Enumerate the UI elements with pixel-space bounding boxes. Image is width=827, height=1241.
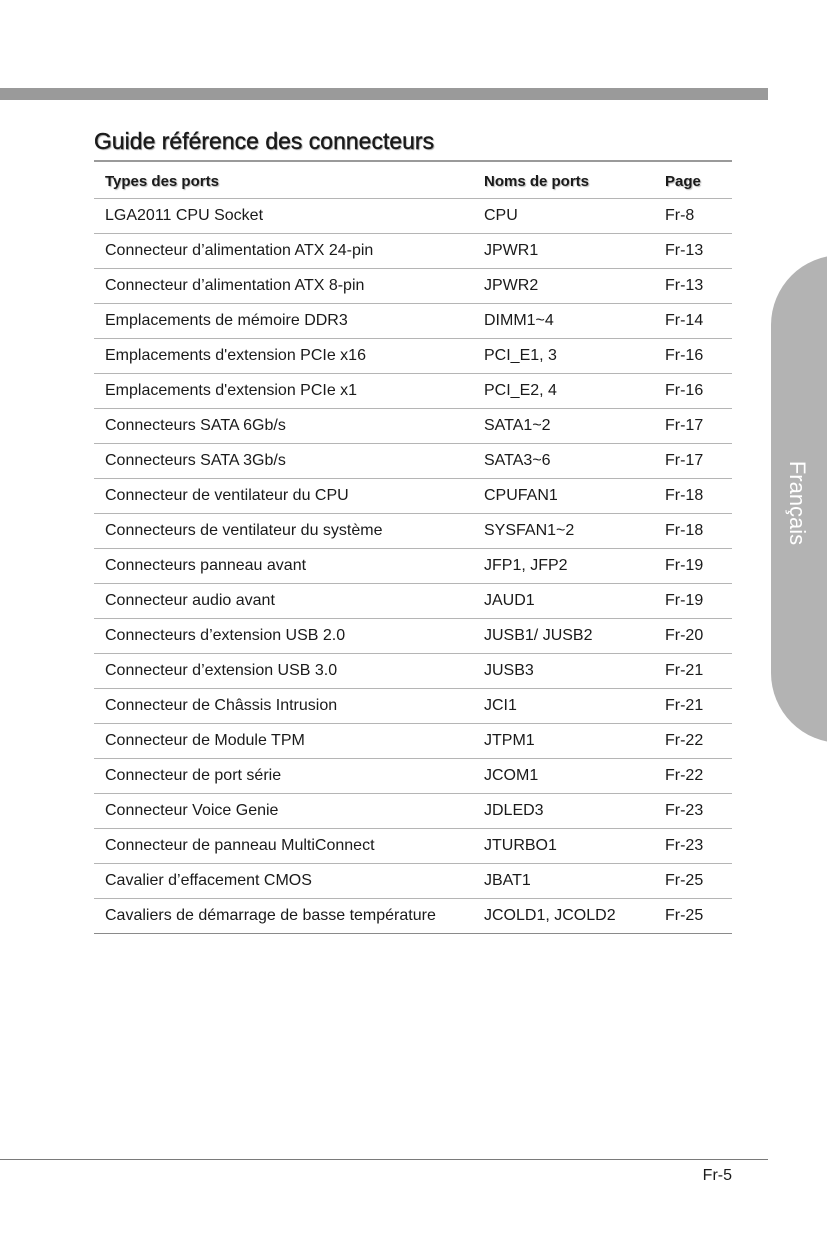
page-ref-cell: Fr-23 [654,829,732,864]
port-type-cell: Connecteur de panneau MultiConnect [94,829,473,864]
page-ref-cell: Fr-20 [654,619,732,654]
port-name-cell: JPWR2 [473,269,654,304]
port-name-cell: PCI_E2, 4 [473,374,654,409]
table-row [94,759,732,794]
column-header-page: Page [654,164,732,199]
port-type-cell: Connecteur d’extension USB 3.0 [94,654,473,689]
port-name-cell: SATA3~6 [473,444,654,479]
port-name-cell: JTURBO1 [473,829,654,864]
page-ref-cell: Fr-19 [654,584,732,619]
port-name-cell: DIMM1~4 [473,304,654,339]
port-type-cell: Connecteur de ventilateur du CPU [94,479,473,514]
page-ref-cell: Fr-17 [654,444,732,479]
port-name-cell: PCI_E1, 3 [473,339,654,374]
title-divider [94,160,732,162]
header-bar [0,88,768,100]
table-row [94,479,732,514]
port-type-cell: Connecteur de Module TPM [94,724,473,759]
column-header-port-type: Types des ports [94,164,473,199]
port-type-cell: Connecteurs SATA 3Gb/s [94,444,473,479]
port-name-cell: JFP1, JFP2 [473,549,654,584]
port-name-cell: JDLED3 [473,794,654,829]
port-type-cell: Emplacements d'extension PCIe x16 [94,339,473,374]
page-ref-cell: Fr-13 [654,269,732,304]
page-ref-cell: Fr-17 [654,409,732,444]
port-type-cell: Connecteur Voice Genie [94,794,473,829]
page-ref-cell: Fr-18 [654,514,732,549]
port-name-cell: JPWR1 [473,234,654,269]
port-name-cell: CPUFAN1 [473,479,654,514]
table-row [94,829,732,864]
page-ref-cell: Fr-16 [654,339,732,374]
page-number: Fr-5 [702,1167,732,1184]
page-ref-cell: Fr-25 [654,899,732,934]
table-row [94,234,732,269]
port-type-cell: Connecteurs de ventilateur du système [94,514,473,549]
page-ref-cell: Fr-23 [654,794,732,829]
port-name-cell: JUSB1/ JUSB2 [473,619,654,654]
port-name-cell: SATA1~2 [473,409,654,444]
page-ref-cell: Fr-18 [654,479,732,514]
port-name-cell: CPU [473,199,654,234]
port-type-cell: LGA2011 CPU Socket [94,199,473,234]
port-name-cell: JTPM1 [473,724,654,759]
table-body [94,199,732,934]
table-row [94,794,732,829]
page-ref-cell: Fr-22 [654,724,732,759]
page-ref-cell: Fr-19 [654,549,732,584]
page-ref-cell: Fr-13 [654,234,732,269]
table-row [94,269,732,304]
port-type-cell: Cavaliers de démarrage de basse température [94,899,473,934]
table-row [94,864,732,899]
page-ref-cell: Fr-8 [654,199,732,234]
table-row [94,899,732,934]
page-ref-cell: Fr-22 [654,759,732,794]
column-header-port-name: Noms de ports [473,164,654,199]
port-name-cell: SYSFAN1~2 [473,514,654,549]
table-row [94,689,732,724]
table-row [94,619,732,654]
port-type-cell: Connecteur d’alimentation ATX 8-pin [94,269,473,304]
table-row [94,584,732,619]
port-name-cell: JBAT1 [473,864,654,899]
table-row [94,409,732,444]
port-name-cell: JAUD1 [473,584,654,619]
port-type-cell: Connecteur de port série [94,759,473,794]
page-ref-cell: Fr-14 [654,304,732,339]
port-type-cell: Emplacements d'extension PCIe x1 [94,374,473,409]
port-type-cell: Connecteurs SATA 6Gb/s [94,409,473,444]
port-type-cell: Connecteur de Châssis Intrusion [94,689,473,724]
table-header-row [94,164,732,199]
port-name-cell: JUSB3 [473,654,654,689]
table-row [94,199,732,234]
table-row [94,304,732,339]
port-type-cell: Emplacements de mémoire DDR3 [94,304,473,339]
table-row [94,724,732,759]
port-name-cell: JCOM1 [473,759,654,794]
table-row [94,549,732,584]
footer-divider [0,1159,768,1160]
port-type-cell: Connecteur d’alimentation ATX 24-pin [94,234,473,269]
port-type-cell: Connecteurs d’extension USB 2.0 [94,619,473,654]
page-ref-cell: Fr-25 [654,864,732,899]
port-type-cell: Connecteurs panneau avant [94,549,473,584]
table-row [94,374,732,409]
page-ref-cell: Fr-16 [654,374,732,409]
table-row [94,514,732,549]
connector-table [94,164,732,934]
page-title: Guide référence des connecteurs [94,128,435,154]
port-name-cell: JCOLD1, JCOLD2 [473,899,654,934]
page-ref-cell: Fr-21 [654,689,732,724]
table-row [94,339,732,374]
port-type-cell: Cavalier d’effacement CMOS [94,864,473,899]
port-name-cell: JCI1 [473,689,654,724]
language-tab-label: Français [785,460,810,546]
port-type-cell: Connecteur audio avant [94,584,473,619]
table-row [94,654,732,689]
page-ref-cell: Fr-21 [654,654,732,689]
table-row [94,444,732,479]
